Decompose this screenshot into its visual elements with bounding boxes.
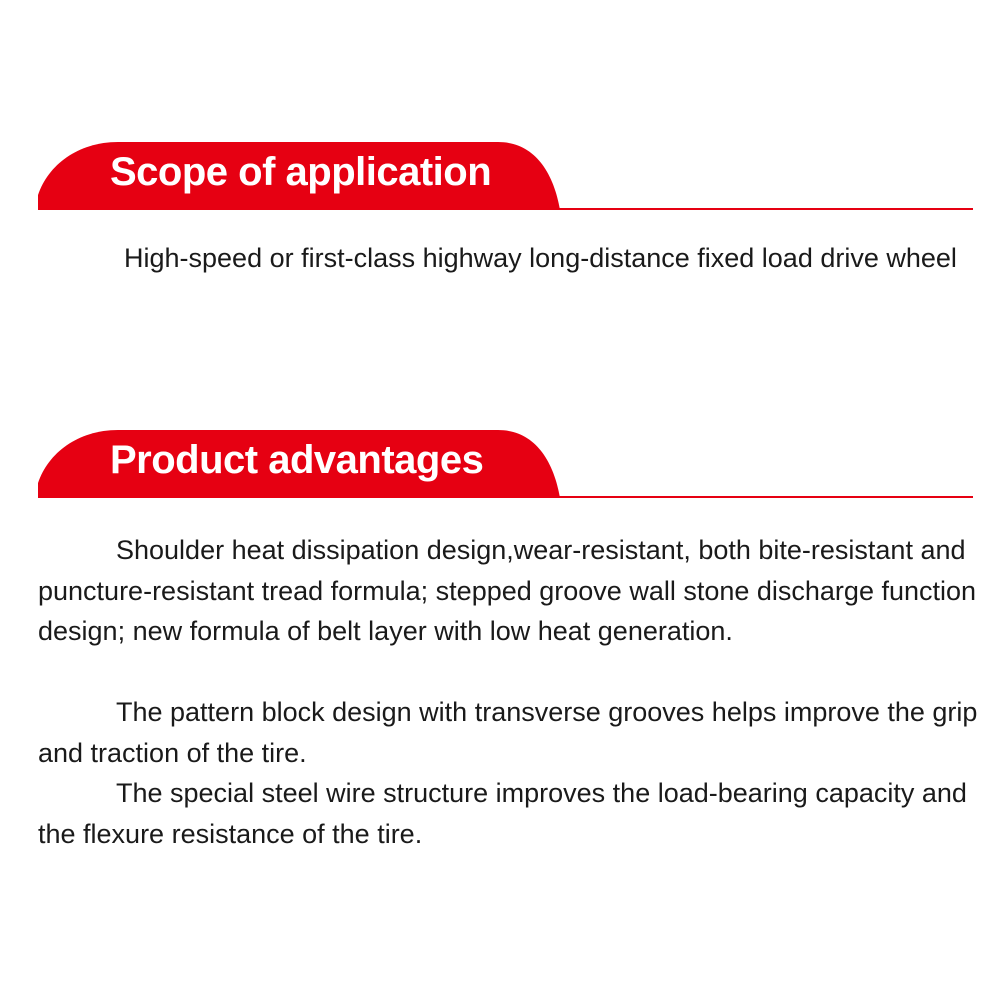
advantages-header [38,428,973,498]
advantages-paragraph-2: The pattern block design with transverse grooves helps improve the grip and traction of the tire. [38,697,978,768]
scope-body [38,238,983,279]
scope-body-text: High-speed or first-class highway long-distance fixed load drive wheel [124,243,957,273]
scope-title: Scope of application [110,150,492,194]
advantages-paragraph-1: Shoulder heat dissipation design,wear-resistant, both bite-resistant and puncture-resistant tread formula; stepped groove wall stone discharge function design; new formula of belt layer with low heat generation. [38,535,977,646]
advantages-title: Product advantages [110,438,484,482]
scope-header [38,140,973,210]
advantages-paragraph-3: The special steel wire structure improves the load-bearing capacity and the flexure resistance of the tire. [38,778,967,849]
